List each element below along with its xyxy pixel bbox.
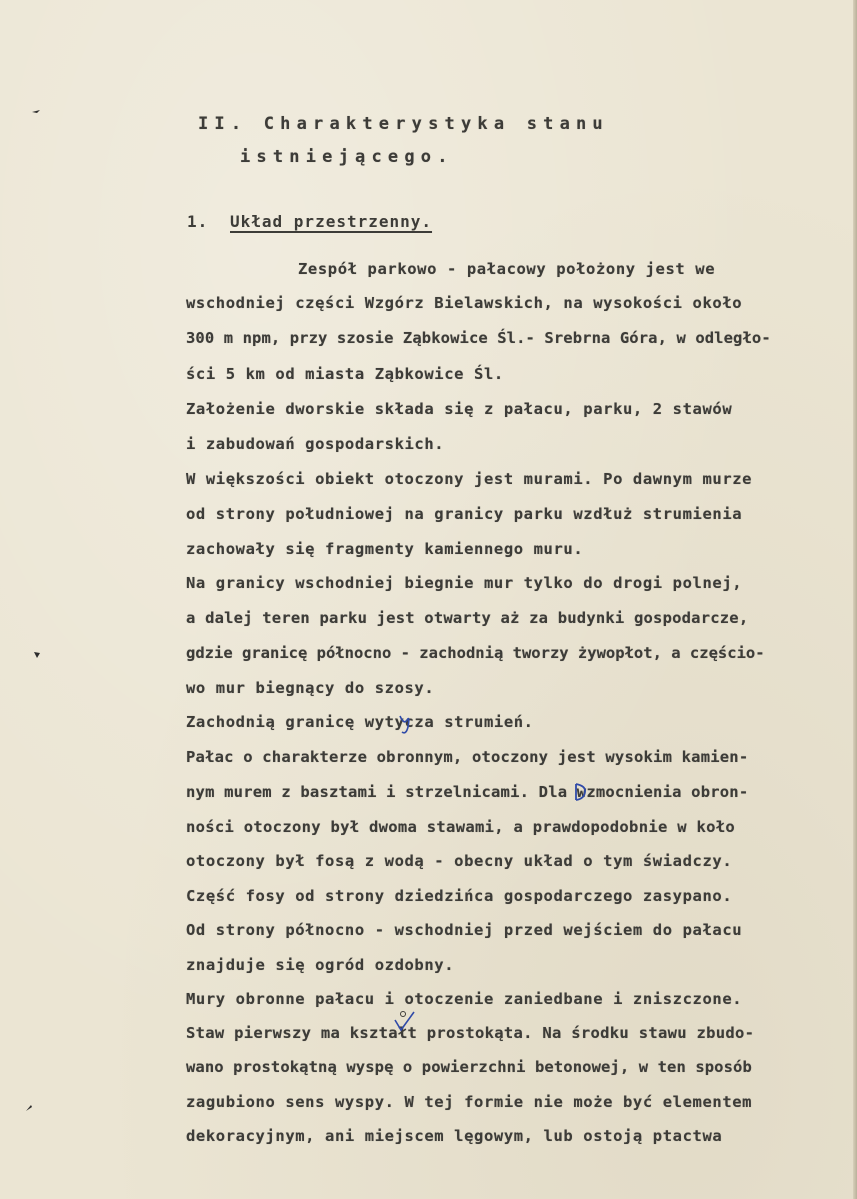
margin-mark-icon [33,651,41,659]
body-line: ności otoczony był dwoma stawami, a prawdopodobnie w koło [186,818,736,836]
body-line: i zabudowań gospodarskich. [186,435,445,453]
body-line: Na granicy wschodniej biegnie mur tylko do drogi polnej, [186,574,743,592]
body-line: otoczony był fosą z wodą - obecny układ o tym świadczy. [186,852,733,870]
body-line: Staw pierwszy ma kształt prostokąta. Na środku stawu zbudo- [186,1024,755,1042]
body-line: W większości obiekt otoczony jest murami. Po dawnym murze [186,470,753,488]
body-line: Założenie dworskie składa się z pałacu, parku, 2 stawów [186,400,733,418]
body-line: Od strony północno - wschodniej przed wejściem do pałacu [186,921,743,939]
section-number: 1. [187,212,209,231]
body-line: Zachodnią granicę wytycza strumień. [186,713,534,731]
body-line: znajduje się ogród ozdobny. [186,956,455,974]
body-line: 300 m npm, przy szosie Ząbkowice Śl.- Srebrna Góra, w odległo- [186,329,771,347]
body-line: zagubiono sens wyspy. W tej formie nie może być elementem [186,1093,753,1111]
page-edge [853,0,857,1199]
document-title-line-1: II. Charakterystyka stanu [198,114,609,134]
body-line: dekoracyjnym, ani miejscem lęgowym, lub ostoją ptactwa [186,1127,723,1145]
body-line: wano prostokątną wyspę o powierzchni betonowej, w ten sposób [186,1058,752,1076]
margin-mark-icon [25,1104,33,1112]
pen-correction-mark-icon [572,781,588,803]
body-line: nym murem z basztami i strzelnicami. Dla wzmocnienia obron- [186,783,749,801]
body-line: gdzie granicę północno - zachodnią tworzy żywopłot, a częścio- [186,644,765,662]
body-line: a dalej teren parku jest otwarty aż za budynki gospodarcze, [186,609,749,627]
body-line: ści 5 km od miasta Ząbkowice Śl. [186,365,504,383]
body-line: Mury obronne pałacu i otoczenie zaniedbane i zniszczone. [186,990,743,1008]
document-title-line-2: istniejącego. [240,147,454,167]
section-title: Układ przestrzenny. [230,212,433,231]
body-line: wschodniej części Wzgórz Bielawskich, na wysokości około [186,294,743,312]
pen-correction-mark-icon [392,1010,418,1034]
pen-correction-mark-icon [396,711,418,737]
body-line: Zespół parkowo - pałacowy położony jest we [298,260,716,278]
body-line: zachowały się fragmenty kamiennego muru. [186,540,584,558]
body-line: Pałac o charakterze obronnym, otoczony jest wysokim kamien- [186,748,749,766]
margin-mark-icon [32,108,40,116]
body-line: wo mur biegnący do szosy. [186,679,435,697]
body-line: od strony południowej na granicy parku wzdłuż strumienia [186,505,743,523]
body-line: Część fosy od strony dziedzińca gospodarczego zasypano. [186,887,733,905]
